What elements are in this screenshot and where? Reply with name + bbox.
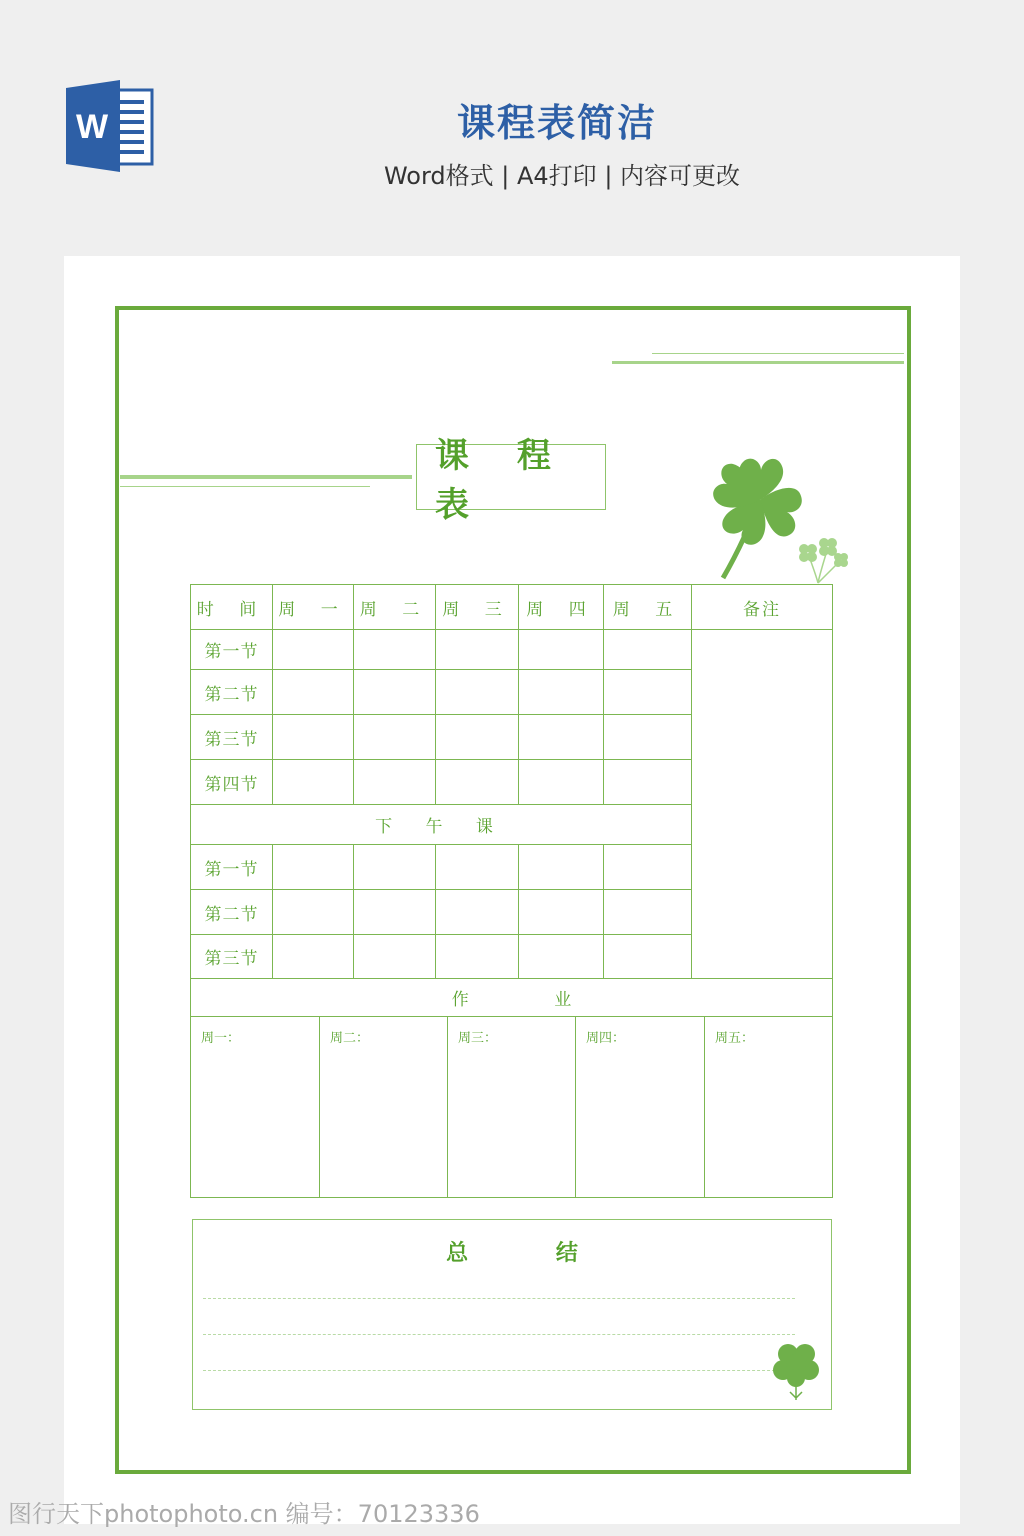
schedule-cell[interactable] xyxy=(354,890,436,935)
schedule-cell[interactable] xyxy=(604,935,692,979)
schedule-cell[interactable] xyxy=(354,715,436,760)
homework-section-label: 作 业 xyxy=(191,979,833,1017)
schedule-cell[interactable] xyxy=(519,890,604,935)
schedule-cell[interactable] xyxy=(519,715,604,760)
schedule-cell[interactable] xyxy=(273,715,354,760)
schedule-cell[interactable] xyxy=(436,890,519,935)
schedule-cell[interactable] xyxy=(273,760,354,805)
schedule-cell[interactable] xyxy=(436,630,519,670)
schedule-cell[interactable] xyxy=(519,845,604,890)
page-subtitle: Word格式 | A4打印 | 内容可更改 xyxy=(383,162,741,190)
watermark: 图行天下photophoto.cn 编号：70123336 xyxy=(8,1500,480,1528)
homework-day-label: 周一： xyxy=(201,1031,241,1046)
schedule-cell[interactable] xyxy=(273,935,354,979)
homework-cell[interactable] xyxy=(448,1017,576,1198)
column-header: 周 四 xyxy=(519,585,604,630)
summary-line xyxy=(203,1370,795,1371)
schedule-cell[interactable] xyxy=(519,630,604,670)
summary-line xyxy=(203,1334,795,1335)
homework-day-label: 周二： xyxy=(330,1031,370,1046)
schedule-cell[interactable] xyxy=(604,670,692,715)
schedule-table xyxy=(190,584,833,979)
summary-box[interactable] xyxy=(192,1219,832,1410)
summary-title: 总 结 xyxy=(446,1240,618,1266)
period-label: 第一节 xyxy=(191,845,273,890)
schedule-cell[interactable] xyxy=(519,670,604,715)
schedule-cell[interactable] xyxy=(354,845,436,890)
word-logo-letter: W xyxy=(75,108,109,146)
deco-line xyxy=(612,361,904,364)
schedule-cell[interactable] xyxy=(273,890,354,935)
homework-day-label: 周五： xyxy=(715,1031,755,1046)
afternoon-section-label: 下 午 课 xyxy=(191,805,692,845)
schedule-cell[interactable] xyxy=(604,715,692,760)
homework-cell[interactable] xyxy=(191,1017,320,1198)
schedule-cell[interactable] xyxy=(436,935,519,979)
summary-line xyxy=(203,1298,795,1299)
schedule-cell[interactable] xyxy=(436,670,519,715)
period-label: 第三节 xyxy=(191,715,273,760)
document-title: 课 程 表 xyxy=(416,444,606,510)
schedule-cell[interactable] xyxy=(604,630,692,670)
schedule-cell[interactable] xyxy=(354,630,436,670)
homework-cell[interactable] xyxy=(705,1017,833,1198)
schedule-cell[interactable] xyxy=(604,760,692,805)
deco-line xyxy=(652,353,904,354)
schedule-cell[interactable] xyxy=(604,845,692,890)
small-clover-icon xyxy=(790,535,850,585)
period-label: 第二节 xyxy=(191,670,273,715)
period-label: 第一节 xyxy=(191,630,273,670)
deco-line xyxy=(120,475,412,479)
schedule-cell[interactable] xyxy=(519,760,604,805)
column-header: 周 二 xyxy=(354,585,436,630)
period-label: 第四节 xyxy=(191,760,273,805)
homework-cell[interactable] xyxy=(320,1017,448,1198)
schedule-cell[interactable] xyxy=(436,760,519,805)
homework-table xyxy=(190,978,833,1198)
schedule-cell[interactable] xyxy=(354,935,436,979)
period-label: 第二节 xyxy=(191,890,273,935)
column-header: 周 一 xyxy=(273,585,354,630)
deco-line xyxy=(120,486,370,487)
schedule-cell[interactable] xyxy=(273,845,354,890)
homework-day-label: 周三： xyxy=(458,1031,498,1046)
homework-cell[interactable] xyxy=(576,1017,705,1198)
notes-cell[interactable] xyxy=(692,630,833,979)
column-header-notes: 备注 xyxy=(692,585,833,630)
schedule-cell[interactable] xyxy=(273,630,354,670)
small-clover-icon xyxy=(771,1340,825,1402)
schedule-cell[interactable] xyxy=(354,670,436,715)
column-header: 周 五 xyxy=(604,585,692,630)
homework-day-label: 周四： xyxy=(586,1031,626,1046)
schedule-cell[interactable] xyxy=(354,760,436,805)
schedule-cell[interactable] xyxy=(273,670,354,715)
page-title: 课程表简洁 xyxy=(456,101,657,145)
schedule-cell[interactable] xyxy=(436,845,519,890)
period-label: 第三节 xyxy=(191,935,273,979)
schedule-cell[interactable] xyxy=(436,715,519,760)
schedule-cell[interactable] xyxy=(519,935,604,979)
schedule-cell[interactable] xyxy=(604,890,692,935)
column-header: 时 间 xyxy=(191,585,273,630)
column-header: 周 三 xyxy=(436,585,519,630)
